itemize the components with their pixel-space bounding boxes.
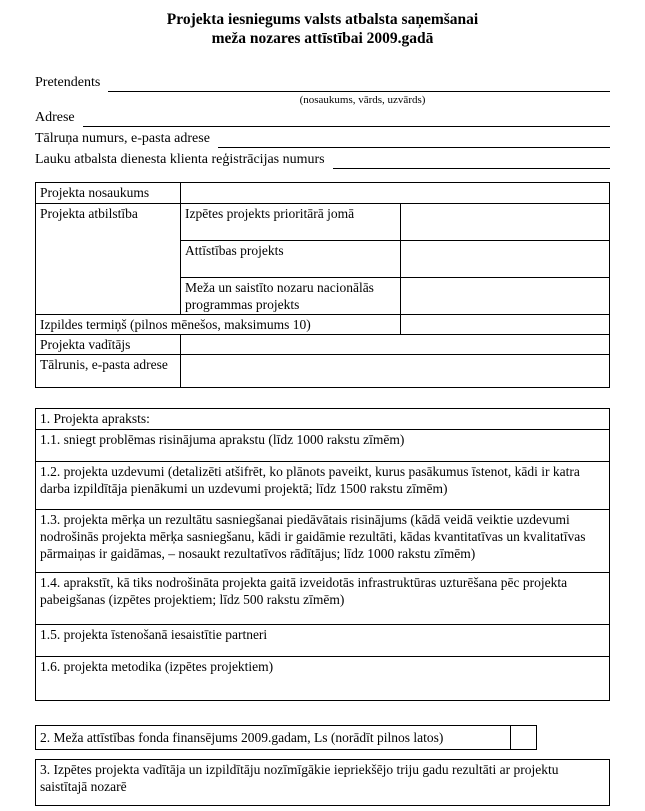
table-row — [36, 759, 610, 805]
field-talrunis — [35, 129, 610, 148]
lad-numurs-label: Lauku atbalsta dienesta klienta reģistrācijas numurs — [35, 151, 325, 167]
table-row — [36, 182, 610, 203]
table-row — [36, 461, 610, 509]
funding-label: 2. Meža attīstības fonda finansējums 2009.gadam, Ls (norādīt pilnos latos) — [36, 725, 511, 749]
table-row — [36, 624, 610, 656]
description-heading: 1. Projekta apraksts: — [36, 408, 610, 429]
project-name-label: Projekta nosaukums — [36, 182, 181, 203]
pretendents-label: Pretendents — [35, 74, 101, 90]
table-row — [36, 408, 610, 429]
description-item-1-3: 1.3. projekta mērķa un rezultātu sasniegšanai piedāvātais risinājums (kādā veidā veiktie uzdevumi nodrošinās projekta mērķa sasniegšanu, kādi ir gaidāmie rezultāti, kādas kvantitatīvas un kvalitatīvas pārmaiņas ir gaidāmas, – nosaukt rezultatīvos rādītājus; līdz 1000 rakstu zīmēm) — [36, 509, 610, 572]
description-item-1-5: 1.5. projekta īstenošanā iesaistītie partneri — [36, 624, 610, 656]
title-line-1: Projekta iesniegums valsts atbalsta saņemšanai — [166, 11, 479, 28]
option-research-project-label: Izpētes projekts prioritārā jomā — [181, 203, 401, 240]
option-development-project-answer-cell — [401, 240, 610, 277]
table-row — [36, 572, 610, 624]
table-row — [36, 354, 610, 387]
table-row — [36, 509, 610, 572]
lad-numurs-blank-line — [333, 151, 610, 169]
table-row — [36, 656, 610, 700]
field-lad-numurs — [35, 150, 610, 169]
talrunis-blank-line — [218, 130, 610, 148]
previous-results-label: 3. Izpētes projekta vadītāja un izpildītāju nozīmīgākie iepriekšējo triju gadu rezultāti ar projektu saistītajā nozarē — [36, 759, 610, 805]
table-row — [36, 203, 610, 240]
manager-contacts-label: Tālrunis, e-pasta adrese — [36, 354, 181, 387]
table-row — [36, 725, 537, 749]
applicant-fields — [35, 73, 610, 169]
adrese-label: Adrese — [35, 109, 75, 125]
previous-results-table — [35, 759, 610, 806]
option-national-programme-label: Meža un saistīto nozaru nacionālās programmas projekts — [181, 277, 401, 314]
field-pretendents — [35, 73, 610, 92]
description-item-1-4: 1.4. aprakstīt, kā tiks nodrošināta projekta gaitā izveidotās infrastruktūras uzturēšana pēc projekta pabeigšanas (izpētes projektiem; līdz 500 rakstu zīmēm) — [36, 572, 610, 624]
description-item-1-1: 1.1. sniegt problēmas risinājuma aprakstu (līdz 1000 rakstu zīmēm) — [36, 429, 610, 461]
funding-table — [35, 725, 537, 750]
project-description-table — [35, 408, 610, 701]
document-title — [35, 10, 610, 49]
table-row — [36, 334, 610, 354]
title-line-2: meža nozares attīstībai 2009.gadā — [211, 30, 434, 48]
description-item-1-6: 1.6. projekta metodika (izpētes projektiem) — [36, 656, 610, 700]
pretendents-blank-line — [108, 74, 610, 92]
table-row — [36, 314, 610, 334]
talrunis-label: Tālruņa numurs, e-pasta adrese — [35, 130, 210, 146]
description-item-1-2: 1.2. projekta uzdevumi (detalizēti atšifrēt, ko plānots paveikt, kurus pasākumus īstenot, kādi ir katra darba izpildītāja pienākumi un uzdevumi projektā; līdz 1500 rakstu zīmēm) — [36, 461, 610, 509]
field-adrese — [35, 108, 610, 127]
execution-term-label: Izpildes termiņš (pilnos mēnešos, maksimums 10) — [36, 314, 401, 334]
funding-answer-cell — [511, 725, 537, 749]
project-name-answer-cell — [181, 182, 610, 203]
project-manager-label: Projekta vadītājs — [36, 334, 181, 354]
manager-contacts-answer-cell — [181, 354, 610, 387]
execution-term-answer-cell — [401, 314, 610, 334]
project-manager-answer-cell — [181, 334, 610, 354]
project-info-table — [35, 182, 610, 388]
pretendents-hint: (nosaukums, vārds, uzvārds) — [299, 93, 426, 106]
option-development-project-label: Attīstības projekts — [181, 240, 401, 277]
option-national-programme-answer-cell — [401, 277, 610, 314]
project-compliance-label: Projekta atbilstība — [36, 203, 181, 314]
option-research-project-answer-cell — [401, 203, 610, 240]
adrese-blank-line — [83, 109, 610, 127]
table-row — [36, 429, 610, 461]
